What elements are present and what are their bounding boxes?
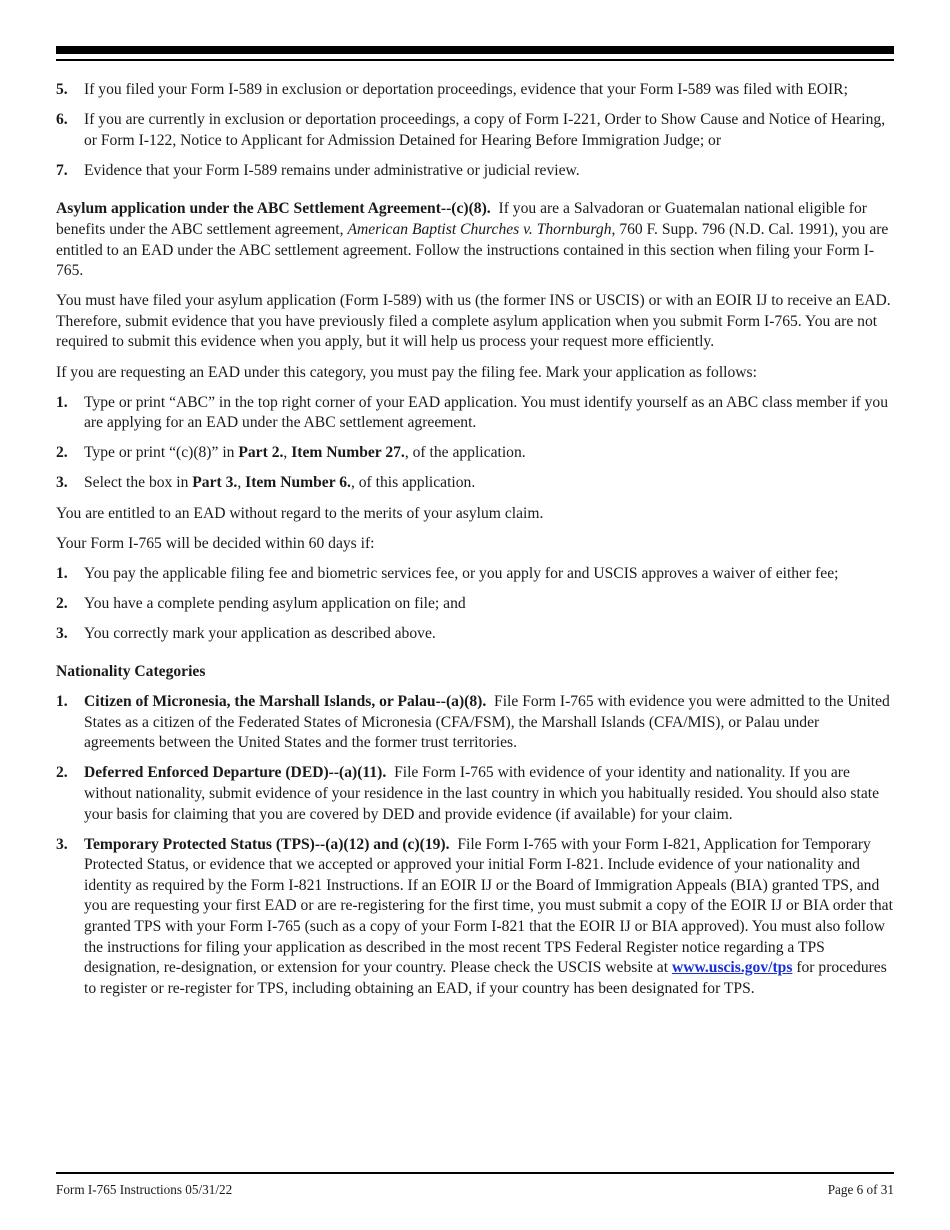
list-number: 3. — [56, 624, 68, 642]
list-item — [56, 393, 894, 434]
list-item — [56, 110, 894, 151]
list-number: 3. — [56, 835, 68, 853]
item-ref: Item Number 27. — [291, 444, 405, 462]
list-number: 1. — [56, 564, 68, 582]
entitled-paragraph: You are entitled to an EAD without regard to the merits of your asylum claim. — [56, 504, 544, 522]
part-ref: Part 3. — [192, 474, 238, 492]
case-name: American Baptist Churches v. Thornburgh — [347, 220, 612, 238]
list-item — [56, 624, 894, 645]
list-text — [84, 444, 526, 461]
category-text: File Form I-765 with evidence you were admitted to the United States as a citizen of the Federated States of Micronesia (CFA/FSM), the Marshall Islands (CFA/MIS), or Palau under agreements between the United States and the former trust territories. — [84, 693, 890, 752]
list-item — [56, 80, 894, 101]
abc-intro-paragraph — [56, 199, 894, 281]
list-item — [56, 594, 894, 615]
list-number: 1. — [56, 693, 68, 711]
list-text — [84, 474, 475, 491]
list-text — [84, 836, 893, 997]
abc-paragraph-2: You must have filed your asylum application (Form I-589) with us (the former INS or USCIS) or with an EOIR IJ to receive an EAD. Therefore, submit evidence that you have previously filed a complete asylum application when you submit Form I-765. You are not required to submit this evidence when you apply, but it will help us process your request more efficiently. — [56, 292, 891, 351]
category-title: Temporary Protected Status (TPS)--(a)(12) and (c)(19). — [84, 835, 450, 853]
category-text: File Form I-765 with your Form I-821, Application for Temporary Protected Status, or evidence that we accepted or approved your initial Form I-821. Include evidence of your nationality and identity as required by the Form I-821 Instructions. If an EOIR IJ or the Board of Immigration Appeals (BIA) granted TPS, and you are requesting your first EAD or are re-registering for the first time, you must submit a copy of the EOIR IJ or BIA order that granted TPS with your Form I-765 (such as a copy of your Form I-821 that the EOIR IJ or BIA approved). You must also follow the instructions for filing your application as described in the most recent TPS Federal Register notice regarding a TPS designation, re-designation, or extension for your country. Please check the USCIS website at — [84, 835, 893, 977]
list-text: Evidence that your Form I-589 remains under administrative or judicial review. — [84, 161, 580, 179]
category-title: Citizen of Micronesia, the Marshall Islands, or Palau--(a)(8). — [84, 693, 487, 711]
abc-intro-text-2: , 760 F. Supp. 796 (N.D. Cal. 1991), you are entitled to an EAD under the ABC settlement agreement. Follow the instructions contained in this section when filing your Form I-765. — [56, 220, 889, 280]
list-number: 5. — [56, 81, 68, 98]
step-text: Select the box in — [84, 474, 189, 492]
footer-rule — [56, 1172, 894, 1174]
list-item — [56, 443, 894, 464]
list-item — [56, 473, 894, 494]
category-tail: for procedures to register or re-register for TPS, including obtaining an EAD, if your country has been designated for TPS. — [84, 959, 887, 997]
document-page — [56, 0, 894, 1230]
page-content — [56, 80, 894, 1009]
footer-page-number: Page 6 of 31 — [827, 1182, 894, 1197]
list-number: 6. — [56, 111, 68, 129]
list-number: 2. — [56, 594, 68, 612]
category-title: Deferred Enforced Departure (DED)--(a)(11). — [84, 764, 387, 782]
step-text: Type or print “(c)(8)” in — [84, 444, 235, 462]
list-item — [56, 564, 894, 585]
punct: , — [237, 474, 242, 492]
list-item — [56, 692, 894, 754]
list-text — [84, 764, 879, 822]
header-rule-thin — [56, 59, 894, 61]
list-text: You pay the applicable filing fee and biometric services fee, or you apply for and USCIS approves a waiver of either fee; — [84, 564, 839, 582]
list-text: You have a complete pending asylum application on file; and — [84, 594, 466, 612]
step-tail: , of this application. — [350, 474, 476, 492]
list-text: Type or print “ABC” in the top right corner of your EAD application. You must identify yourself as an ABC class member if you are applying for an EAD under the ABC settlement agreement. — [84, 393, 889, 432]
step-tail: , of the application. — [404, 444, 526, 462]
list-number: 1. — [56, 393, 68, 411]
list-text — [84, 693, 890, 751]
list-number: 3. — [56, 474, 68, 492]
footer-form-name: Form I-765 Instructions 05/31/22 — [56, 1182, 233, 1197]
list-text: If you are currently in exclusion or deportation proceedings, a copy of Form I-221, Order to Show Cause and Notice of Hearing, or Form I-122, Notice to Applicant for Admission Detained for Hearing Before Immigration Judge; or — [84, 111, 886, 149]
category-text: File Form I-765 with evidence of your identity and nationality. If you are without nationality, submit evidence of your residence in the last country in which you habitually resided. You should also state your basis for claiming that you are covered by DED and provide evidence (if available) for your claim. — [84, 764, 879, 823]
nationality-heading: Nationality Categories — [56, 663, 206, 681]
list-number: 2. — [56, 764, 68, 782]
abc-intro-text-1: If you are a Salvadoran or Guatemalan national eligible for benefits under the ABC settlement agreement, — [56, 200, 867, 238]
list-number: 2. — [56, 444, 68, 462]
tps-link[interactable]: www.uscis.gov/tps — [671, 959, 793, 977]
list-item — [56, 161, 894, 182]
list-item — [56, 835, 894, 1000]
abc-paragraph-3: If you are requesting an EAD under this category, you must pay the filing fee. Mark your application as follows: — [56, 363, 757, 381]
abc-heading: Asylum application under the ABC Settlement Agreement--(c)(8). — [56, 200, 491, 218]
part-ref: Part 2. — [238, 444, 284, 462]
punct: , — [283, 444, 288, 462]
list-text: You correctly mark your application as described above. — [84, 624, 436, 642]
item-ref: Item Number 6. — [245, 474, 351, 492]
decided-paragraph: Your Form I-765 will be decided within 60 days if: — [56, 534, 375, 552]
list-number: 7. — [56, 161, 68, 179]
header-rule-thick — [56, 46, 894, 54]
list-item — [56, 763, 894, 825]
list-text: If you filed your Form I-589 in exclusion or deportation proceedings, evidence that your Form I-589 was filed with EOIR; — [84, 81, 848, 98]
